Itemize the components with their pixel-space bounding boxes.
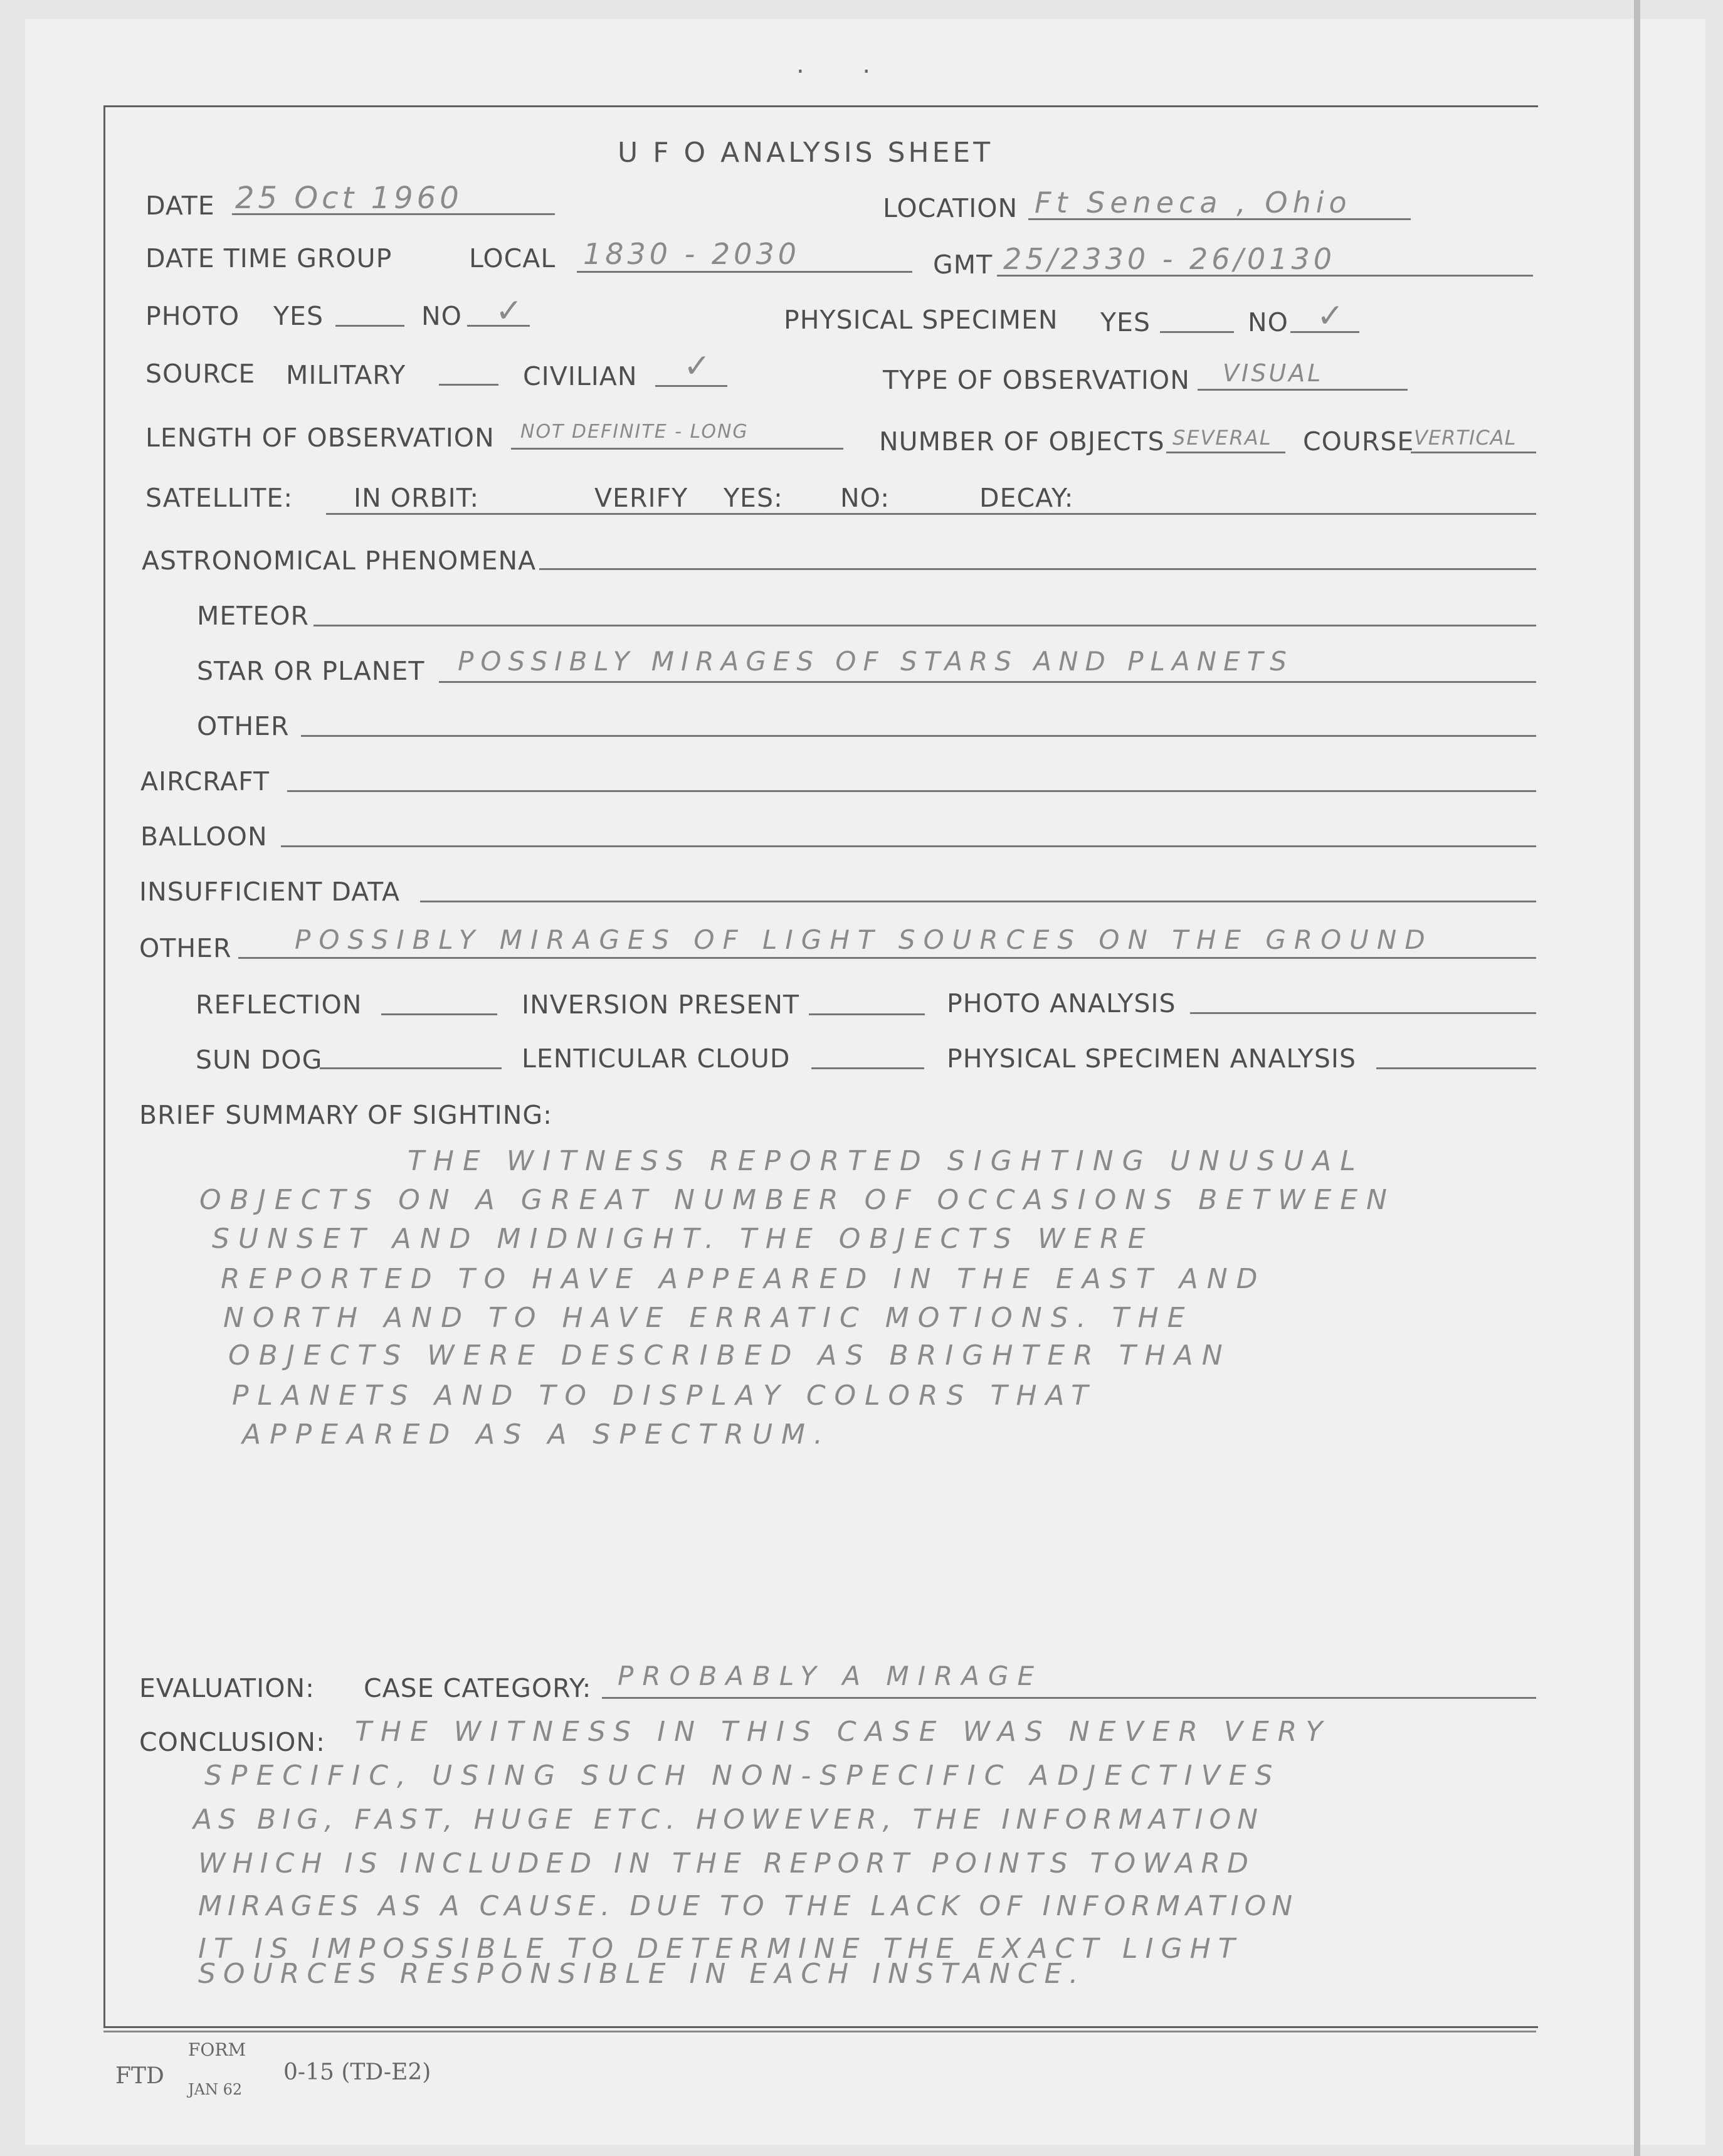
- conclusion-line: IT IS IMPOSSIBLE TO DETERMINE THE EXACT LIGHT: [198, 1933, 1243, 1965]
- footer-code: 0-15 (TD-E2): [283, 2059, 431, 2085]
- summary-line: SUNSET AND MIDNIGHT. THE OBJECTS WERE: [212, 1223, 1154, 1255]
- type-obs-line: [1198, 389, 1408, 391]
- footer-ftd: FTD: [115, 2063, 164, 2089]
- sun-dog-line: [320, 1067, 502, 1069]
- summary-line: REPORTED TO HAVE APPEARED IN THE EAST AND: [221, 1263, 1267, 1295]
- military-line: [439, 384, 498, 386]
- date-label: DATE: [145, 191, 215, 221]
- lenticular-label: LENTICULAR CLOUD: [522, 1044, 791, 1074]
- dtg-label: DATE TIME GROUP: [145, 243, 393, 273]
- photo-yes-label: YES: [273, 301, 324, 331]
- other2-line: [238, 957, 1536, 959]
- phys-analysis-label: PHYSICAL SPECIMEN ANALYSIS: [947, 1044, 1356, 1074]
- num-objects-label: NUMBER OF OBJECTS: [879, 426, 1165, 457]
- summary-line: APPEARED AS A SPECTRUM.: [242, 1419, 831, 1451]
- inversion-label: INVERSION PRESENT: [522, 990, 800, 1020]
- conclusion-line: WHICH IS INCLUDED IN THE REPORT POINTS TOWARD: [198, 1847, 1255, 1879]
- phys-analysis-line: [1376, 1067, 1536, 1069]
- evaluation-label: EVALUATION:: [139, 1673, 315, 1703]
- top-marks: . .: [796, 50, 896, 79]
- verify-label: VERIFY: [594, 483, 688, 513]
- in-orbit-label: IN ORBIT:: [354, 483, 480, 513]
- photo-analysis-line: [1190, 1012, 1536, 1014]
- local-value: 1830 - 2030: [583, 237, 800, 271]
- form-frame-bottom: [103, 2031, 1536, 2032]
- date-value: 25 Oct 1960: [235, 181, 463, 216]
- conclusion-line: AS BIG, FAST, HUGE ETC. HOWEVER, THE INFORMATION: [193, 1804, 1265, 1836]
- insufficient-line: [420, 901, 1536, 902]
- summary-label: BRIEF SUMMARY OF SIGHTING:: [139, 1100, 552, 1130]
- gmt-label: GMT: [933, 250, 993, 280]
- photo-label: PHOTO: [145, 301, 240, 331]
- photo-no-check: ✓: [495, 292, 529, 330]
- course-line: [1411, 452, 1536, 453]
- type-obs-label: TYPE OF OBSERVATION: [883, 365, 1190, 395]
- civilian-check: ✓: [683, 347, 717, 385]
- other2-value: POSSIBLY MIRAGES OF LIGHT SOURCES ON THE GROUND: [295, 924, 1433, 955]
- balloon-line: [281, 845, 1536, 847]
- star-planet-line: [439, 681, 1536, 683]
- case-category-label: CASE CATEGORY:: [364, 1673, 592, 1703]
- footer-form: FORM: [188, 2039, 246, 2060]
- length-obs-label: LENGTH OF OBSERVATION: [145, 423, 495, 453]
- satellite-line: [326, 513, 1536, 515]
- specimen-yes-line: [1160, 331, 1234, 333]
- specimen-no-check: ✓: [1317, 297, 1350, 335]
- course-value: VERTICAL: [1414, 426, 1517, 450]
- footer-date: JAN 62: [188, 2081, 243, 2098]
- meteor-line: [314, 625, 1536, 626]
- local-line: [577, 271, 912, 273]
- specimen-label: PHYSICAL SPECIMEN: [784, 305, 1058, 335]
- star-planet-value: POSSIBLY MIRAGES OF STARS AND PLANETS: [458, 646, 1294, 677]
- type-obs-value: VISUAL: [1223, 359, 1324, 387]
- balloon-label: BALLOON: [140, 822, 268, 852]
- insufficient-label: INSUFFICIENT DATA: [139, 877, 401, 907]
- sun-dog-label: SUN DOG: [196, 1045, 323, 1075]
- conclusion-line: SOURCES RESPONSIBLE IN EACH INSTANCE.: [198, 1958, 1086, 1990]
- reflection-label: REFLECTION: [196, 990, 362, 1020]
- astro-line: [539, 568, 1536, 570]
- num-objects-line: [1166, 452, 1285, 453]
- local-label: LOCAL: [469, 243, 556, 273]
- page-title: U F O ANALYSIS SHEET: [618, 137, 994, 169]
- specimen-yes-label: YES: [1100, 307, 1151, 337]
- summary-line: THE WITNESS REPORTED SIGHTING UNUSUAL: [408, 1145, 1364, 1177]
- length-obs-line: [511, 448, 843, 450]
- summary-line: NORTH AND TO HAVE ERRATIC MOTIONS. THE: [223, 1302, 1194, 1334]
- reflection-line: [381, 1013, 497, 1015]
- civilian-line: [655, 385, 727, 387]
- length-obs-value: NOT DEFINITE - LONG: [520, 421, 749, 443]
- aircraft-line: [287, 790, 1536, 792]
- meteor-label: METEOR: [197, 601, 309, 631]
- astro-label: ASTRONOMICAL PHENOMENA: [142, 546, 537, 576]
- other1-label: OTHER: [197, 711, 290, 741]
- location-label: LOCATION: [883, 193, 1018, 223]
- verify-yes-label: YES:: [724, 483, 783, 513]
- gmt-value: 25/2330 - 26/0130: [1003, 242, 1336, 276]
- satellite-label: SATELLITE:: [145, 483, 293, 513]
- photo-analysis-label: PHOTO ANALYSIS: [947, 988, 1176, 1018]
- military-label: MILITARY: [286, 360, 406, 390]
- photo-no-label: NO: [421, 301, 462, 331]
- conclusion-line: THE WITNESS IN THIS CASE WAS NEVER VERY: [355, 1716, 1332, 1748]
- course-label: COURSE: [1303, 426, 1415, 457]
- conclusion-line: SPECIFIC, USING SUCH NON-SPECIFIC ADJECTIVES: [204, 1760, 1282, 1792]
- verify-no-label: NO:: [840, 483, 890, 513]
- summary-line: OBJECTS ON A GREAT NUMBER OF OCCASIONS BETWEEN: [199, 1184, 1396, 1216]
- case-category-line: [602, 1697, 1536, 1699]
- conclusion-label: CONCLUSION:: [139, 1727, 325, 1757]
- location-value: Ft Seneca , Ohio: [1035, 186, 1352, 219]
- star-planet-label: STAR OR PLANET: [197, 656, 425, 686]
- photo-yes-line: [335, 325, 404, 327]
- lenticular-line: [811, 1067, 924, 1069]
- inversion-line: [809, 1013, 925, 1015]
- summary-line: PLANETS AND TO DISPLAY COLORS THAT: [232, 1380, 1097, 1412]
- case-category-value: PROBABLY A MIRAGE: [618, 1661, 1043, 1691]
- page-edge-shadow: [1634, 0, 1640, 2156]
- summary-line: OBJECTS WERE DESCRIBED AS BRIGHTER THAN: [228, 1340, 1231, 1371]
- specimen-no-label: NO: [1248, 307, 1288, 337]
- conclusion-line: MIRAGES AS A CAUSE. DUE TO THE LACK OF INFORMATION: [198, 1890, 1299, 1922]
- aircraft-label: AIRCRAFT: [140, 766, 270, 796]
- decay-label: DECAY:: [979, 483, 1074, 513]
- other1-line: [301, 735, 1536, 737]
- source-label: SOURCE: [145, 359, 256, 389]
- civilian-label: CIVILIAN: [523, 361, 638, 391]
- other2-label: OTHER: [139, 933, 232, 963]
- num-objects-value: SEVERAL: [1172, 426, 1272, 450]
